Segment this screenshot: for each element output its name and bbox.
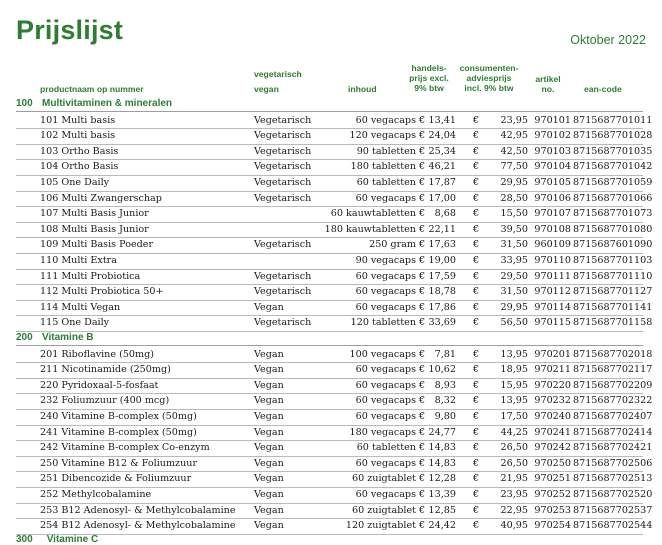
ean-code: 8715687701066 [573, 192, 653, 204]
product-content: 60 vegacaps [355, 411, 416, 422]
currency-symbol: € [473, 145, 480, 157]
consumer-price: 13,95 [500, 395, 528, 407]
product-type: Vegetarisch [254, 130, 312, 142]
header-handelsprijs-line: prijs excl. [409, 73, 449, 83]
product-content: 60 vegacaps [355, 395, 416, 407]
product-name: 232 Foliumzuur (400 mcg) [40, 395, 170, 407]
trade-price: 10,62 [428, 364, 456, 376]
article-number: 970107 [534, 208, 571, 220]
product-type: Vegetarisch [254, 177, 312, 188]
consumer-price: 40,95 [500, 520, 528, 532]
section-heading-partial [16, 535, 216, 545]
ean-code: 8715687702407 [573, 411, 653, 422]
product-type: Vegetarisch [254, 270, 312, 282]
trade-price: 14,83 [428, 442, 456, 454]
product-type: Vegetarisch [254, 317, 312, 329]
product-content: 60 vegacaps [355, 114, 416, 126]
trade-price: 7,81 [434, 348, 456, 360]
header-consumentenprijs [456, 63, 522, 93]
product-content: 90 vegacaps [355, 255, 416, 266]
ean-code: 8715687701073 [573, 208, 653, 220]
article-number: 970220 [534, 379, 571, 391]
product-name: 110 Multi Extra [40, 255, 117, 266]
currency-symbol: € [473, 255, 480, 266]
table-row [16, 362, 653, 379]
currency-symbol: € [419, 208, 426, 220]
article-number: 970232 [534, 395, 571, 407]
currency-symbol: € [419, 317, 426, 329]
table-row [16, 440, 653, 457]
header-handelsprijs-line: 9% btw [414, 83, 444, 93]
currency-symbol: € [419, 442, 426, 454]
article-number: 970114 [534, 301, 571, 313]
trade-price: 12,85 [428, 504, 456, 516]
ean-code: 8715687702520 [573, 489, 653, 500]
currency-symbol: € [473, 192, 480, 204]
ean-code: 8715687702544 [573, 520, 653, 532]
product-type: Vegan [254, 457, 284, 469]
page-title: Prijslijst [16, 15, 124, 45]
product-content: 120 tabletten [350, 317, 416, 329]
header-product: productnaam op nummer [40, 84, 144, 94]
price-list-date: Oktober 2022 [570, 33, 646, 47]
consumer-price: 26,50 [500, 442, 528, 454]
trade-price: 17,86 [428, 301, 456, 313]
article-number: 960109 [534, 239, 571, 251]
trade-price: 18,78 [428, 286, 456, 298]
product-type: Vegetarisch [254, 114, 312, 126]
article-number: 970112 [534, 286, 571, 298]
table-row [16, 222, 653, 239]
currency-symbol: € [473, 520, 480, 532]
table-row [16, 378, 653, 395]
trade-price: 17,59 [428, 270, 456, 282]
section-name: Multivitaminen & mineralen [42, 98, 173, 109]
ean-code: 8715687702209 [573, 379, 653, 391]
section-heading [16, 97, 643, 112]
table-row [16, 144, 653, 161]
currency-symbol: € [419, 145, 426, 157]
product-type: Vegan [254, 395, 284, 407]
product-name: 107 Multi Basis Junior [40, 208, 149, 220]
currency-symbol: € [419, 364, 426, 376]
currency-symbol: € [473, 223, 480, 235]
consumer-price: 15,50 [500, 208, 528, 220]
article-number: 970108 [534, 223, 571, 235]
ean-code: 8715687701141 [573, 301, 653, 313]
currency-symbol: € [473, 442, 480, 454]
product-type: Vegan [254, 301, 284, 313]
article-number: 970104 [534, 161, 571, 173]
trade-price: 19,00 [428, 255, 456, 266]
currency-symbol: € [419, 255, 426, 266]
article-number: 970253 [534, 504, 571, 516]
table-row [16, 191, 653, 208]
consumer-price: 31,50 [500, 239, 528, 251]
currency-symbol: € [419, 457, 426, 469]
ean-code: 8715687701110 [573, 270, 653, 282]
ean-code: 8715687601090 [573, 239, 653, 251]
trade-price: 33,69 [428, 317, 456, 329]
product-type: Vegan [254, 411, 284, 422]
product-content: 180 tabletten [350, 161, 416, 173]
header-vegan: vegan [254, 84, 279, 94]
consumer-price: 42,95 [500, 130, 528, 142]
ean-code: 8715687701127 [573, 286, 653, 298]
currency-symbol: € [419, 130, 426, 142]
table-row [16, 425, 653, 442]
trade-price: 8,68 [434, 208, 456, 220]
product-type: Vegetarisch [254, 161, 312, 173]
currency-symbol: € [419, 114, 426, 126]
product-name: 109 Multi Basis Poeder [40, 239, 154, 251]
consumer-price: 29,50 [500, 270, 528, 282]
ean-code: 8715687701028 [573, 130, 653, 142]
ean-code: 8715687702322 [573, 395, 653, 407]
product-name: 251 Dibencozide & Foliumzuur [40, 473, 192, 485]
table-row [16, 471, 653, 488]
article-number: 970242 [534, 442, 571, 454]
ean-code: 8715687702506 [573, 457, 653, 469]
consumer-price: 56,50 [500, 317, 528, 329]
trade-price: 17,00 [428, 192, 456, 204]
table-row [16, 456, 653, 473]
header-consumentenprijs-line: adviesprijs [466, 73, 512, 83]
article-number: 970251 [534, 473, 571, 485]
header-ean: ean-code [584, 84, 622, 94]
currency-symbol: € [419, 239, 426, 251]
product-type: Vegan [254, 489, 284, 500]
product-type: Vegetarisch [254, 192, 312, 204]
product-name: 240 Vitamine B-complex (50mg) [40, 411, 197, 422]
product-name: 115 One Daily [40, 317, 110, 329]
currency-symbol: € [419, 192, 426, 204]
currency-symbol: € [473, 473, 480, 485]
table-row [16, 393, 653, 410]
trade-price: 24,77 [428, 426, 456, 438]
table-row [16, 159, 653, 176]
section-number: 300 [16, 533, 33, 545]
product-type: Vegan [254, 520, 284, 532]
article-number: 970101 [534, 114, 571, 126]
consumer-price: 28,50 [500, 192, 528, 204]
product-type: Vegan [254, 473, 284, 485]
table-row [16, 300, 653, 317]
header-handelsprijs-line: handels- [411, 63, 447, 73]
product-name: 242 Vitamine B-complex Co-enzym [40, 442, 210, 454]
consumer-price: 77,50 [500, 161, 528, 173]
product-content: 120 zuigtablet [345, 520, 416, 532]
article-number: 970250 [534, 457, 571, 469]
currency-symbol: € [419, 426, 426, 438]
trade-price: 17,63 [428, 239, 456, 251]
currency-symbol: € [473, 270, 480, 282]
section-number: 100 [16, 98, 33, 109]
product-content: 60 vegacaps [355, 457, 416, 469]
table-row [16, 347, 653, 364]
trade-price: 46,21 [428, 161, 456, 173]
trade-price: 9,80 [434, 411, 456, 422]
header-artikel-line: artikel [535, 74, 561, 84]
product-name: 104 Ortho Basis [40, 161, 119, 173]
ean-code: 8715687702537 [573, 504, 653, 516]
product-content: 60 vegacaps [355, 270, 416, 282]
product-name: 111 Multi Probiotica [40, 270, 141, 282]
currency-symbol: € [419, 473, 426, 485]
currency-symbol: € [473, 130, 480, 142]
product-content: 60 tabletten [356, 442, 416, 454]
currency-symbol: € [473, 364, 480, 376]
consumer-price: 13,95 [500, 348, 528, 360]
product-name: 102 Multi basis [40, 130, 116, 142]
currency-symbol: € [419, 177, 426, 188]
trade-price: 24,42 [428, 520, 456, 532]
consumer-price: 39,50 [500, 223, 528, 235]
table-row [16, 487, 653, 504]
consumer-price: 33,95 [500, 255, 528, 266]
product-content: 180 kauwtabletten [324, 223, 416, 235]
currency-symbol: € [473, 395, 480, 407]
currency-symbol: € [419, 286, 426, 298]
currency-symbol: € [473, 379, 480, 391]
ean-code: 8715687701158 [573, 317, 653, 329]
trade-price: 8,93 [434, 379, 456, 391]
currency-symbol: € [473, 177, 480, 188]
product-content: 90 tabletten [356, 145, 416, 157]
table-row [16, 206, 653, 223]
product-type: Vegan [254, 442, 284, 454]
trade-price: 13,41 [428, 114, 456, 126]
table-row [16, 175, 653, 192]
currency-symbol: € [473, 208, 480, 220]
currency-symbol: € [419, 504, 426, 516]
product-type: Vegan [254, 348, 284, 360]
trade-price: 14,83 [428, 457, 456, 469]
currency-symbol: € [419, 489, 426, 500]
section-name: Vitamine C [46, 533, 99, 545]
product-name: 201 Riboflavine (50mg) [40, 348, 155, 360]
consumer-price: 29,95 [500, 301, 528, 313]
currency-symbol: € [473, 301, 480, 313]
ean-code: 8715687702117 [573, 364, 653, 376]
table-row [16, 503, 653, 520]
article-number: 970241 [534, 426, 571, 438]
product-type: Vegetarisch [254, 286, 312, 298]
consumer-price: 21,95 [500, 473, 528, 485]
product-content: 60 vegacaps [355, 489, 416, 500]
currency-symbol: € [473, 504, 480, 516]
trade-price: 8,32 [434, 395, 456, 407]
product-name: 220 Pyridoxaal-5-fosfaat [40, 379, 159, 391]
product-content: 100 vegacaps [349, 348, 416, 360]
product-name: 114 Multi Vegan [40, 301, 121, 313]
consumer-price: 23,95 [500, 489, 528, 500]
header-consumentenprijs-line: consumenten- [459, 63, 519, 73]
article-number: 970252 [534, 489, 571, 500]
product-type: Vegan [254, 364, 284, 376]
header-consumentenprijs-line: incl. 9% btw [464, 83, 514, 93]
currency-symbol: € [473, 348, 480, 360]
table-row [16, 284, 653, 301]
currency-symbol: € [473, 286, 480, 298]
header-vegetarisch: vegetarisch [254, 69, 302, 79]
currency-symbol: € [473, 489, 480, 500]
product-type: Vegan [254, 504, 284, 516]
ean-code: 8715687701103 [573, 255, 653, 266]
header-artikel [532, 74, 564, 94]
currency-symbol: € [473, 239, 480, 251]
ean-code: 8715687702018 [573, 348, 653, 360]
currency-symbol: € [419, 395, 426, 407]
currency-symbol: € [473, 411, 480, 422]
product-name: 241 Vitamine B-complex (50mg) [40, 426, 197, 438]
section-number: 200 [16, 332, 33, 343]
consumer-price: 29,95 [500, 177, 528, 188]
currency-symbol: € [473, 457, 480, 469]
section-heading [16, 331, 643, 346]
ean-code: 8715687701035 [573, 145, 653, 157]
product-name: 250 Vitamine B12 & Foliumzuur [40, 457, 198, 469]
table-row [16, 269, 653, 286]
currency-symbol: € [419, 379, 426, 391]
consumer-price: 23,95 [500, 114, 528, 126]
header-handelsprijs [406, 63, 452, 93]
currency-symbol: € [419, 223, 426, 235]
product-name: 103 Ortho Basis [40, 145, 119, 157]
currency-symbol: € [419, 348, 426, 360]
product-name: 211 Nicotinamide (250mg) [40, 364, 171, 376]
currency-symbol: € [419, 411, 426, 422]
product-name: 108 Multi Basis Junior [40, 223, 149, 235]
article-number: 970105 [534, 177, 571, 188]
article-number: 970240 [534, 411, 571, 422]
product-content: 60 zuigtablet [351, 473, 416, 485]
product-name: 253 B12 Adenosyl- & Methylcobalamine [40, 504, 236, 516]
table-row [16, 237, 653, 254]
ean-code: 8715687702513 [573, 473, 653, 485]
table-row [16, 128, 653, 145]
currency-symbol: € [419, 161, 426, 173]
table-row [16, 409, 653, 426]
trade-price: 22,11 [428, 223, 456, 235]
product-content: 180 vegacaps [349, 426, 416, 438]
currency-symbol: € [419, 301, 426, 313]
currency-symbol: € [419, 520, 426, 532]
consumer-price: 26,50 [500, 457, 528, 469]
consumer-price: 44,25 [500, 426, 528, 438]
product-type: Vegan [254, 379, 284, 391]
product-type: Vegetarisch [254, 239, 312, 251]
product-type: Vegan [254, 426, 284, 438]
consumer-price: 17,50 [500, 411, 528, 422]
ean-code: 8715687701059 [573, 177, 653, 188]
ean-code: 8715687702414 [573, 426, 653, 438]
header-inhoud: inhoud [348, 84, 377, 94]
trade-price: 17,87 [428, 177, 456, 188]
product-content: 250 gram [369, 239, 416, 251]
currency-symbol: € [473, 114, 480, 126]
product-name: 106 Multi Zwangerschap [40, 192, 162, 204]
currency-symbol: € [419, 270, 426, 282]
trade-price: 25,34 [428, 145, 456, 157]
article-number: 970103 [534, 145, 571, 157]
article-number: 970111 [534, 270, 571, 282]
ean-code: 8715687702421 [573, 442, 653, 454]
product-content: 60 tabletten [356, 177, 416, 188]
article-number: 970106 [534, 192, 571, 204]
currency-symbol: € [473, 426, 480, 438]
consumer-price: 31,50 [500, 286, 528, 298]
currency-symbol: € [473, 161, 480, 173]
consumer-price: 22,95 [500, 504, 528, 516]
product-content: 120 vegacaps [349, 130, 416, 142]
product-content: 60 vegacaps [355, 379, 416, 391]
article-number: 970201 [534, 348, 571, 360]
article-number: 970254 [534, 520, 571, 532]
table-row [16, 113, 653, 130]
ean-code: 8715687701042 [573, 161, 653, 173]
product-content: 60 vegacaps [355, 364, 416, 376]
section-name: Vitamine B [42, 332, 94, 343]
product-name: 112 Multi Probiotica 50+ [40, 286, 164, 298]
ean-code: 8715687701080 [573, 223, 653, 235]
article-number: 970115 [534, 317, 571, 329]
consumer-price: 18,95 [500, 364, 528, 376]
table-row [16, 315, 653, 332]
ean-code: 8715687701011 [573, 114, 653, 126]
trade-price: 13,39 [428, 489, 456, 500]
header-artikel-line: no. [541, 84, 555, 94]
table-row [16, 253, 653, 270]
article-number: 970110 [534, 255, 571, 266]
product-content: 60 kauwtabletten [330, 208, 416, 220]
product-name: 254 B12 Adenosyl- & Methylcobalamine [40, 520, 236, 532]
product-content: 60 vegacaps [355, 286, 416, 298]
consumer-price: 15,95 [500, 379, 528, 391]
product-name: 105 One Daily [40, 177, 110, 188]
table-row [16, 518, 653, 535]
article-number: 970102 [534, 130, 571, 142]
product-content: 60 vegacaps [355, 192, 416, 204]
product-name: 252 Methylcobalamine [40, 489, 152, 500]
product-name: 101 Multi basis [40, 114, 116, 126]
trade-price: 12,28 [428, 473, 456, 485]
product-content: 60 vegacaps [355, 301, 416, 313]
product-type: Vegetarisch [254, 145, 312, 157]
article-number: 970211 [534, 364, 571, 376]
consumer-price: 42,50 [500, 145, 528, 157]
trade-price: 24,04 [428, 130, 456, 142]
product-content: 60 zuigtablet [351, 504, 416, 516]
currency-symbol: € [473, 317, 480, 329]
